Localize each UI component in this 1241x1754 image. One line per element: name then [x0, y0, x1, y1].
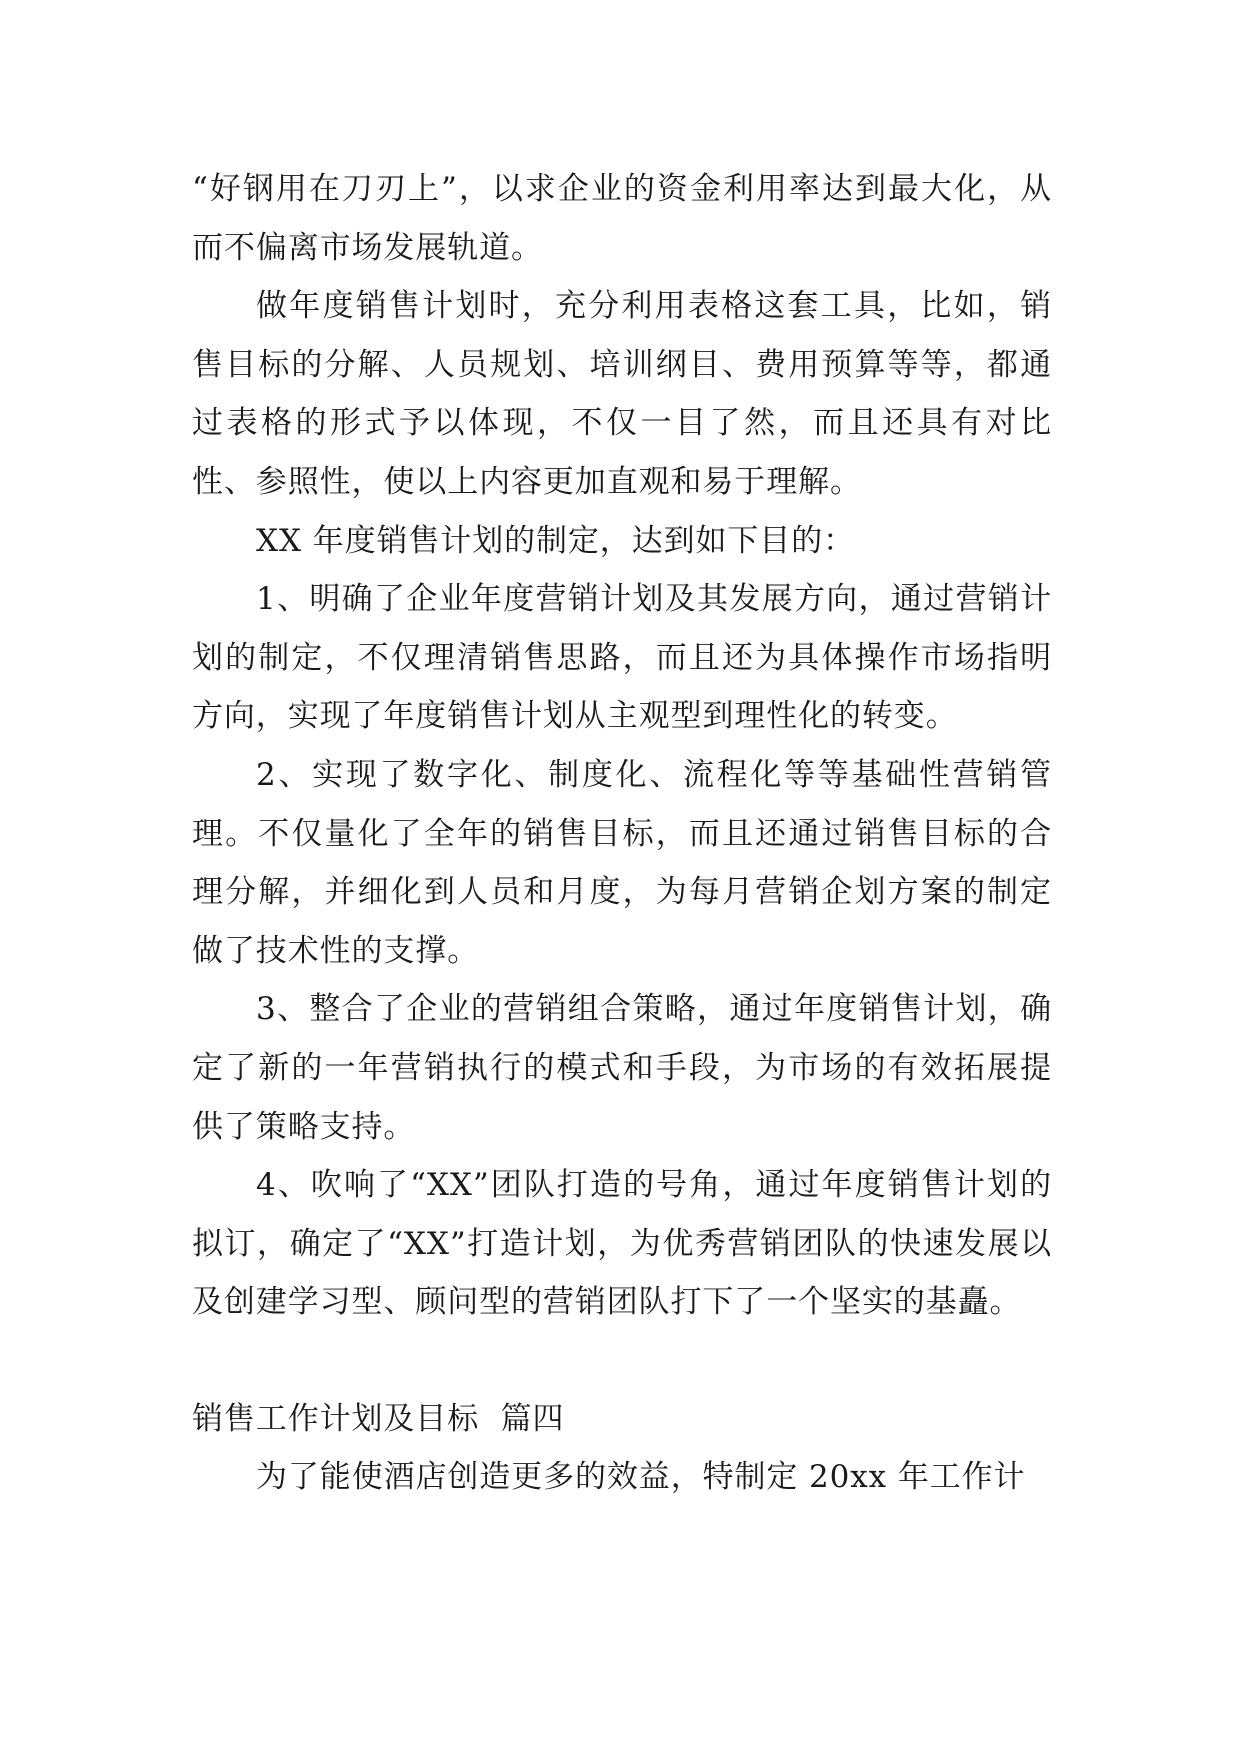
document-body [192, 160, 1052, 1507]
paragraph-5: 2、实现了数字化、制度化、流程化等等基础性营销管理。不仅量化了全年的销售目标，而且还通过销售目标的合理分解，并细化到人员和月度，为每月营销企划方案的制定做了技术性的支撑。 [192, 756, 1052, 969]
paragraph-4: 1、明确了企业年度营销计划及其发展方向，通过营销计划的制定，不仅理清销售思路，而且还为具体操作市场指明方向，实现了年度销售计划从主观型到理性化的转变。 [192, 581, 1052, 735]
section-paragraph-1: 为了能使酒店创造更多的效益，特制定 20xx 年工作计 [256, 1459, 1026, 1496]
paragraph-2: 做年度销售计划时，充分利用表格这套工具，比如，销售目标的分解、人员规划、培训纲目、费用预算等等，都通过表格的形式予以体现，不仅一目了然，而且还具有对比性、参照性，使以上内容更加直观和易于理解。 [192, 288, 1052, 500]
paragraph-1: “好钢用在刀刃上”，以求企业的资金利用率达到最大化，从而不偏离市场发展轨道。 [192, 171, 1052, 266]
section-heading: 销售工作计划及目标 篇四 [192, 1400, 565, 1437]
paragraph-6: 3、整合了企业的营销组合策略，通过年度销售计划，确定了新的一年营销执行的模式和手段，为市场的有效拓展提供了策略支持。 [192, 991, 1052, 1145]
paragraph-3: XX 年度销售计划的制定，达到如下目的： [256, 522, 855, 559]
paragraph-7: 4、吹响了“XX”团队打造的号角，通过年度销售计划的拟订，确定了“XX”打造计划，为优秀营销团队的快速发展以及创建学习型、顾问型的营销团队打下了一个坚实的基矗。 [192, 1167, 1052, 1321]
